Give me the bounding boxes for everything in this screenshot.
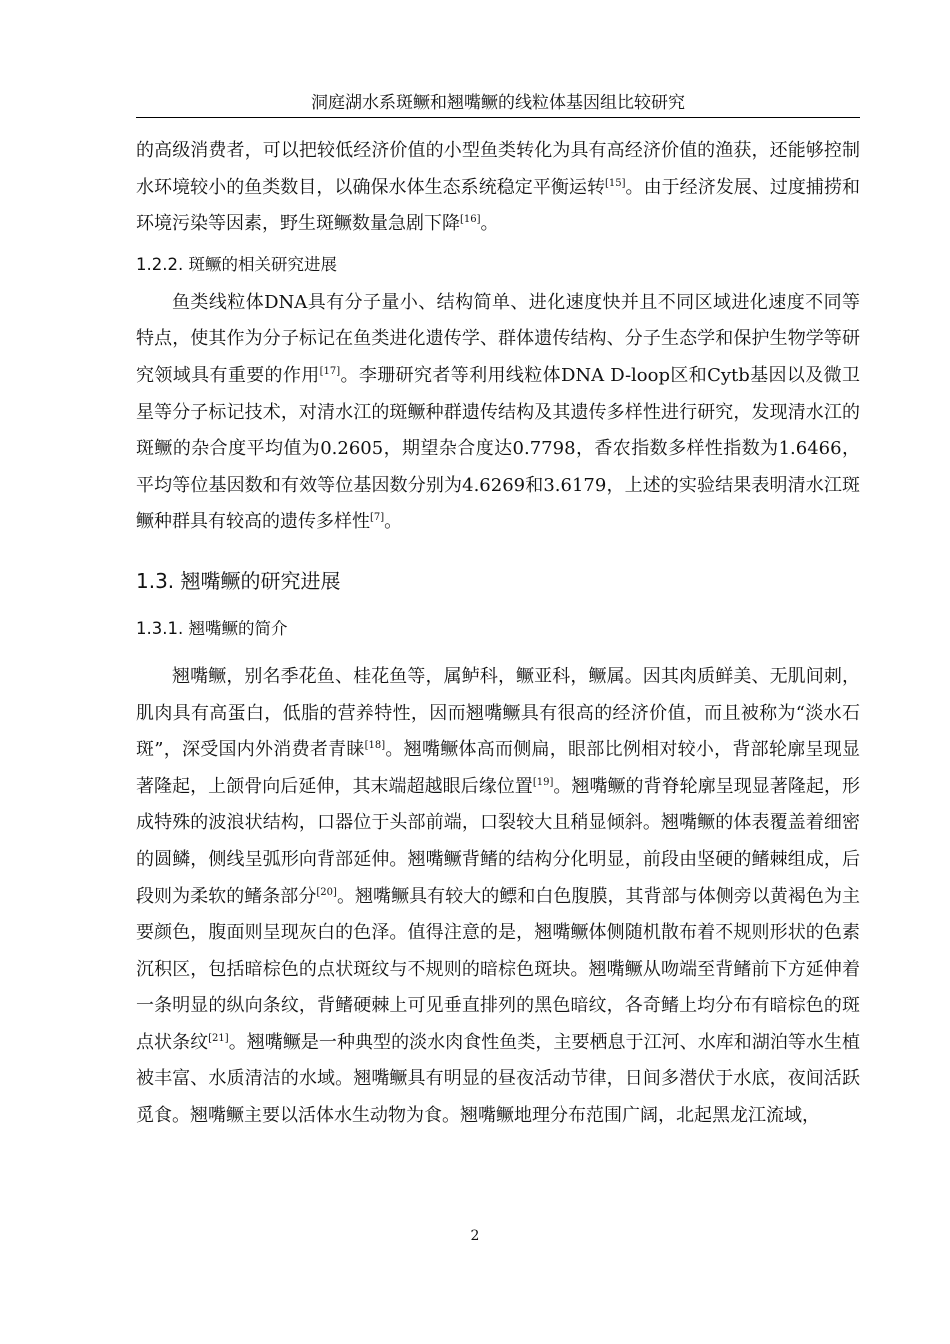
citation: [18]	[364, 740, 386, 752]
citation: [19]	[532, 776, 554, 788]
page-number: 2	[470, 1228, 480, 1244]
citation: [15]	[604, 177, 626, 189]
para-text: 的高级消费者，可以把较低经济价值的小型鱼类转化为具有高经济价值的渔获，还能够控制水环境较小的鱼类数目，以确保水体生态系统稳定平衡运转	[136, 140, 860, 198]
para-text: 。	[480, 213, 499, 235]
para-text: 。翘嘴鳜是一种典型的淡水肉食性鱼类，主要栖息于江河、水库和湖泊等水生植被丰富、水质清洁的水域。翘嘴鳜具有明显的昼夜活动节律，日间多潜伏于水底，夜间活跃觅食。翘嘴鳜主要以活体水生动物为食。翘嘴鳜地理分布范围广阔，北起黑龙江流域，	[136, 1031, 861, 1127]
paragraph-intro	[136, 659, 860, 1135]
para-text: 翘嘴鳜，别名季花鱼、桂花鱼等，属鲈科，鳜亚科，鳜属。因其肉质鲜美、无肌间刺，肌肉具有高蛋白，低脂的营养特性，因而翘嘴鳜具有很高的经济价值，而且被称为“淡水石斑”，深受国内外消费者青睐	[136, 665, 860, 761]
para-text: 。李珊研究者等利用线粒体DNA D-loop区和Cytb基因以及微卫星等分子标记技术，对清水江的斑鳜种群遗传结构及其遗传多样性进行研究，发现清水江的斑鳜的杂合度平均值为0.2605，期望杂合度达0.7798，香农指数多样性指数为1.6466，平均等位基因数和有效等位基因数分别为4.6269和3.6179，上述的实验结果表明清水江斑鳜种群具有较高的遗传多样性	[136, 364, 860, 533]
para-text: 。	[384, 511, 403, 533]
page-body	[136, 133, 860, 1135]
section-heading-1-3-1: 1.3.1. 翘嘴鳜的简介	[136, 618, 288, 638]
paragraph-continuation	[136, 133, 860, 243]
citation: [21]	[208, 1032, 229, 1044]
citation: [7]	[370, 512, 385, 524]
para-text: 。翘嘴鳜体高而侧扁，眼部比例相对较小，背部轮廓呈现显著隆起，上颌骨向后延伸，其末端超越眼后缘位置	[136, 739, 860, 797]
para-text: 鱼类线粒体DNA具有分子量小、结构简单、进化速度快并且不同区域进化速度不同等特点，使其作为分子标记在鱼类进化遗传学、群体遗传结构、分子生态学和保护生物学等研究领域具有重要的作用	[136, 291, 860, 386]
para-text: 。由于经济发展、过度捕捞和环境污染等因素，野生斑鳜数量急剧下降	[136, 176, 861, 235]
paragraph-mtdna	[136, 285, 860, 541]
citation: [16]	[460, 214, 481, 226]
para-text: 。翘嘴鳜的背脊轮廓呈现显著隆起，形成特殊的波浪状结构，口器位于头部前端，口裂较大且稍显倾斜。翘嘴鳜的体表覆盖着细密的圆鳞，侧线呈弧形向背部延伸。翘嘴鳜背鳍的结构分化明显，前段由坚硬的鳍棘组成，后段则为柔软的鳍条部分	[136, 775, 860, 907]
citation: [17]	[319, 365, 341, 377]
running-header: 洞庭湖水系斑鳜和翘嘴鳜的线粒体基因组比较研究	[311, 93, 685, 113]
para-text: 。翘嘴鳜具有较大的鳔和白色腹膜，其背部与体侧旁以黄褐色为主要颜色，腹面则呈现灰白的色泽。值得注意的是，翘嘴鳜体侧随机散布着不规则形状的色素沉积区，包括暗棕色的点状斑纹与不规则的暗棕色斑块。翘嘴鳜从吻端至背鳍前下方延伸着一条明显的纵向条纹，背鳍硬棘上可见垂直排列的黑色暗纹，各奇鳍上均分布有暗棕色的斑点状条纹	[136, 885, 861, 1053]
header-rule	[136, 117, 860, 118]
section-heading-1-3: 1.3. 翘嘴鳜的研究进展	[136, 568, 341, 593]
section-heading-1-2-2: 1.2.2. 斑鳜的相关研究进展	[136, 254, 337, 274]
citation: [20]	[316, 886, 337, 898]
